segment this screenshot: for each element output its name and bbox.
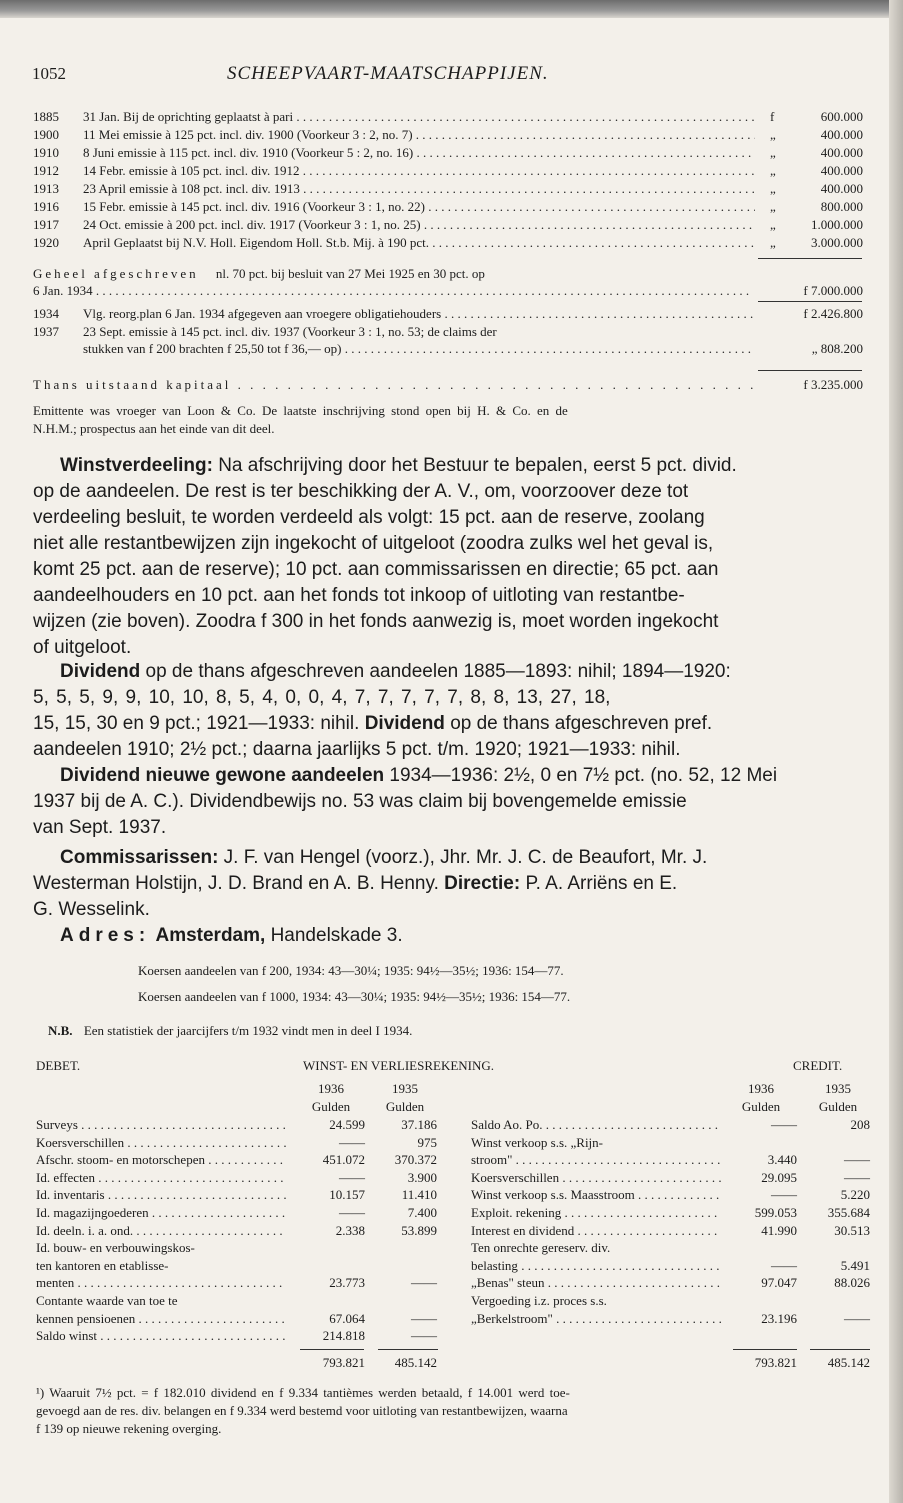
written-off-line1: Geheel afgeschreven nl. 70 pct. bij besluit van 27 Mei 1925 en 30 pct. op — [33, 266, 485, 281]
debit-row-1936: 214.818 — [322, 1328, 365, 1344]
capital-row-year: 1913 — [33, 181, 59, 196]
debit-row-label: Id. deeln. i. a. ond. . . . — [36, 1223, 286, 1239]
capital-row-text: April Geplaatst bij N.V. Holl. Eigendom Holl. St.b. Mij. à 190 pct. . . . — [83, 235, 755, 251]
winstverdeeling-line: komt 25 pct. aan de reserve); 10 pct. aan commissarissen en directie; 65 pct. aan — [33, 559, 719, 580]
total-rule — [810, 1349, 870, 1350]
debit-row-1935: 7.400 — [407, 1205, 437, 1220]
sum-rule — [758, 370, 862, 371]
credit-row-label: Winst verkoop s.s. Maasstroom . . . — [471, 1187, 721, 1203]
capital-row-currency: „ — [770, 235, 776, 250]
capital-row-text: 11 Mei emissie à 125 pct. incl. div. 1900 (Voorkeur 3 : 2, no. 7) . . . — [83, 127, 755, 143]
quotes-200: Koersen aandeelen van f 200, 1934: 43—30¼; 1935: 94½—35½; 1936: 154—77. — [138, 963, 564, 978]
credit-row-1936: —— — [771, 1257, 797, 1273]
winstverdeeling-label: Winstverdeeling: — [60, 455, 213, 476]
winstverdeeling-line: wijzen (zie boven). Zoodra f 300 in het fonds aanwezig is, moet worden ingekocht — [33, 611, 719, 632]
credit-row-1935: 355.684 — [827, 1205, 870, 1220]
credit-row-1936: 3.440 — [767, 1152, 797, 1168]
dividend-line1: Dividend op de thans afgeschreven aandeelen 1885—1893: nihil; 1894—1920: — [60, 661, 731, 682]
credit-unit-1935: Gulden — [818, 1099, 858, 1114]
quotes-1000: Koersen aandeelen van f 1000, 1934: 43—30¼; 1935: 94½—35½; 1936: 154—77. — [138, 989, 571, 1004]
credit-row-1935: 88.026 — [834, 1275, 870, 1291]
debit-row-1936: —— — [339, 1205, 365, 1220]
credit-row-label: Koersverschillen . . . — [471, 1170, 721, 1186]
debit-row-label: Afschr. stoom- en motorschepen . . . — [36, 1152, 286, 1168]
capital-row-year: 1917 — [33, 217, 59, 232]
capital-row-year: 1885 — [33, 109, 59, 124]
capital-row-amount: 600.000 — [820, 109, 863, 124]
credit-row-label: „Benas" steun . . . — [471, 1275, 721, 1291]
board-line1: Commissarissen: J. F. van Hengel (voorz.), Jhr. Mr. J. C. de Beaufort, Mr. J. — [60, 847, 708, 868]
credit-total-1936: 793.821 — [754, 1355, 797, 1370]
credit-row-1936: —— — [771, 1117, 797, 1132]
credit-row-label: Winst verkoop s.s. „Rijn- — [471, 1134, 603, 1150]
winstverdeeling-line: aandeelhouders en 10 pct. aan het fonds tot inkoop of uitloting van restantbe- — [33, 585, 685, 606]
capital-row-currency: „ — [770, 199, 776, 214]
debit-year-1936: 1936 — [318, 1081, 344, 1096]
credit-total-1935: 485.142 — [827, 1355, 870, 1370]
credit-row-1935: —— — [844, 1169, 870, 1185]
capital-row-amount: 1.000.000 — [811, 217, 863, 232]
page-title: SCHEEPVAART-MAATSCHAPPIJEN. — [227, 63, 549, 84]
debit-row-label: ten kantoren en etablisse- — [36, 1257, 169, 1273]
emitter-note-1: Emittente was vroeger van Loon & Co. De laatste inschrijving stond open bij H. & Co. en de — [33, 403, 568, 418]
emission-year: 1937 — [33, 324, 59, 339]
credit-row-1935: 30.513 — [834, 1222, 870, 1238]
debit-unit-1935: Gulden — [385, 1099, 425, 1114]
emitter-note-2: N.H.M.; prospectus aan het einde van dit deel. — [33, 421, 275, 436]
debit-row-label: Surveys . . . — [36, 1117, 286, 1133]
capital-row-amount: 400.000 — [820, 145, 863, 160]
debit-row-1936: 67.064 — [329, 1310, 365, 1326]
debit-row-label: Id. effecten . . . — [36, 1170, 286, 1186]
debit-row-label: Koersverschillen . . . — [36, 1135, 286, 1151]
sum-rule — [758, 301, 862, 302]
capital-row-amount: 400.000 — [820, 181, 863, 196]
capital-row-currency: „ — [770, 145, 776, 160]
capital-row-year: 1916 — [33, 199, 59, 214]
debit-row-1936: 2.338 — [335, 1222, 365, 1238]
debit-year-1935: 1935 — [392, 1081, 418, 1096]
debit-row-1935: —— — [411, 1275, 437, 1291]
debit-row-1936: 23.773 — [329, 1275, 365, 1291]
credit-row-label: stroom" . . . — [471, 1152, 721, 1168]
credit-row-1935: 208 — [850, 1117, 870, 1132]
credit-row-1936: 97.047 — [761, 1275, 797, 1291]
debit-total-1935: 485.142 — [394, 1355, 437, 1370]
capital-row-text: 24 Oct. emissie à 200 pct. incl. div. 1917 (Voorkeur 3 : 1, no. 25) . . . — [83, 217, 755, 233]
credit-row-1935: 5.220 — [840, 1187, 870, 1203]
capital-row-year: 1900 — [33, 127, 59, 142]
capital-row-text: 23 April emissie à 108 pct. incl. div. 1913 . . . — [83, 181, 755, 197]
reorg-amount: f 2.426.800 — [803, 306, 863, 321]
sum-rule — [758, 258, 862, 259]
capital-row-text: 31 Jan. Bij de oprichting geplaatst à pari . . . — [83, 109, 755, 125]
address-line: Adres: Amsterdam, Handelskade 3. — [60, 925, 403, 946]
dividend-line3: 15, 15, 30 en 9 pct.; 1921—1933: nihil. Dividend op de thans afgeschreven pref. — [33, 713, 713, 734]
capital-row-year: 1910 — [33, 145, 59, 160]
credit-row-label: Ten onrechte gereserv. div. — [471, 1240, 611, 1256]
capital-row-text: 15 Febr. emissie à 145 pct. incl. div. 1916 (Voorkeur 3 : 1, no. 22) . . . — [83, 199, 755, 215]
emission-text: 23 Sept. emissie à 145 pct. incl. div. 1937 (Voorkeur 3 : 1, no. 53; de claims der — [83, 324, 497, 339]
board-line2: Westerman Holstijn, J. D. Brand en A. B. Henny. Directie: P. A. Arriëns en E. — [33, 873, 678, 894]
credit-heading: CREDIT. — [793, 1058, 843, 1073]
reorg-year: 1934 — [33, 306, 59, 321]
debit-row-1936: —— — [339, 1169, 365, 1185]
credit-row-1935: —— — [844, 1310, 870, 1326]
capital-row-currency: „ — [770, 181, 776, 196]
debit-row-1935: 37.186 — [401, 1117, 437, 1132]
debit-row-label: menten . . . — [36, 1275, 286, 1291]
pl-title: WINST- EN VERLIESREKENING. — [303, 1058, 495, 1073]
credit-row-label: Exploit. rekening . . . — [471, 1205, 721, 1221]
total-rule — [378, 1349, 438, 1350]
debit-row-label: Saldo winst . . . — [36, 1328, 286, 1344]
written-off-line2: 6 Jan. 1934 . . . — [33, 283, 753, 299]
capital-row-amount: 400.000 — [820, 163, 863, 178]
winstverdeeling-line1: Winstverdeeling: Na afschrijving door het Bestuur te bepalen, eerst 5 pct. divid. — [60, 455, 737, 476]
debit-row-1936: 10.157 — [329, 1187, 365, 1203]
capital-row-year: 1912 — [33, 163, 59, 178]
debit-row-1935: 11.410 — [401, 1187, 437, 1203]
debit-row-1935: 370.372 — [394, 1152, 437, 1168]
dividend-line2: 5, 5, 5, 9, 9, 10, 10, 8, 5, 4, 0, 0, 4, 7, 7, 7, 7, 7, 8, 8, 13, 27, 18, — [33, 687, 611, 708]
credit-year-1936: 1936 — [748, 1081, 774, 1096]
debit-row-1936: —— — [339, 1134, 365, 1150]
emission-text-2: stukken van f 200 brachten f 25,50 tot f 36,— op) . . . — [83, 341, 755, 357]
debit-unit-1936: Gulden — [311, 1099, 351, 1114]
capital-row-amount: 800.000 — [820, 199, 863, 214]
outstanding-capital-amount: f 3.235.000 — [803, 377, 863, 392]
credit-year-1935: 1935 — [825, 1081, 851, 1096]
debit-row-label: Id. magazijngoederen . . . — [36, 1205, 286, 1221]
total-rule — [300, 1349, 364, 1350]
credit-row-label: belasting . . . — [471, 1258, 721, 1274]
dividend-line4: aandeelen 1910; 2½ pct.; daarna jaarlijks 5 pct. t/m. 1920; 1921—1933: nihil. — [33, 739, 681, 760]
credit-row-label: Interest en dividend . . . — [471, 1223, 721, 1239]
credit-row-1936: 29.095 — [761, 1169, 797, 1185]
credit-row-1936: 41.990 — [761, 1222, 797, 1238]
debit-row-1935: 53.899 — [401, 1222, 437, 1238]
reorg-text: Vlg. reorg.plan 6 Jan. 1934 afgegeven aan vroegere obligatiehouders . . . — [83, 306, 755, 322]
total-rule — [733, 1349, 797, 1350]
outstanding-capital-label: Thans uitstaand kapitaal . . . — [33, 377, 755, 393]
dividend-line7: van Sept. 1937. — [33, 817, 167, 838]
debit-row-1935: —— — [411, 1328, 437, 1344]
capital-row-text: 8 Juni emissie à 115 pct. incl. div. 1910 (Voorkeur 5 : 2, no. 16) . . . — [83, 145, 755, 161]
capital-row-amount: 400.000 — [820, 127, 863, 142]
credit-row-label: Vergoeding i.z. proces s.s. — [471, 1293, 607, 1308]
credit-row-1936: —— — [771, 1187, 797, 1203]
debit-row-1935: 975 — [417, 1134, 437, 1150]
debit-row-label: kennen pensioenen . . . — [36, 1311, 286, 1327]
capital-row-amount: 3.000.000 — [811, 235, 863, 250]
debit-row-1936: 24.599 — [329, 1117, 365, 1132]
winstverdeeling-line: of uitgeloot. — [33, 637, 132, 658]
footnote-line1: ¹) Waaruit 7½ pct. = f 182.010 dividend en f 9.334 tantièmes werden betaald, f 14.001 werd toe- — [36, 1385, 570, 1400]
credit-row-1935: —— — [844, 1152, 870, 1168]
footnote-line3: f 139 op nieuwe rekening overging. — [36, 1421, 222, 1436]
capital-row-text: 14 Febr. emissie à 105 pct. incl. div. 1912 . . . — [83, 163, 755, 179]
credit-unit-1936: Gulden — [741, 1099, 781, 1114]
debit-row-1935: 3.900 — [407, 1169, 437, 1185]
footnote-line2: gevoegd aan de res. div. belangen en f 9.334 werd bestemd voor uitloting van restantbewijzen, waarna — [36, 1403, 568, 1418]
capital-row-year: 1920 — [33, 235, 59, 250]
debit-row-1936: 451.072 — [322, 1152, 365, 1168]
board-line3: G. Wesselink. — [33, 899, 150, 920]
winstverdeeling-line: niet alle restantbewijzen zijn ingekocht of uitgeloot (zoodra zulks wel het geval is, — [33, 533, 714, 554]
written-off-amount: f 7.000.000 — [803, 283, 863, 298]
capital-row-currency: „ — [770, 217, 776, 232]
credit-row-1936: 599.053 — [754, 1205, 797, 1220]
emission-amount: „ 808.200 — [811, 341, 863, 356]
debit-row-label: Contante waarde van toe te — [36, 1293, 178, 1308]
winstverdeeling-line: verdeeling besluit, te worden verdeeld als volgt: 15 pct. aan de reserve, zoolang — [33, 507, 705, 528]
page-number: 1052 — [32, 64, 66, 83]
credit-row-1936: 23.196 — [761, 1310, 797, 1326]
capital-row-currency: f — [770, 109, 775, 124]
debit-row-1935: —— — [411, 1310, 437, 1326]
credit-row-1935: 5.491 — [840, 1257, 870, 1273]
winstverdeeling-line: op de aandeelen. De rest is ter beschikking der A. V., om, voorzoover deze tot — [33, 481, 689, 502]
dividend-line5: Dividend nieuwe gewone aandeelen 1934—1936: 2½, 0 en 7½ pct. (no. 52, 12 Mei — [60, 765, 778, 786]
debit-row-label: Id. bouw- en verbouwingskos- — [36, 1240, 195, 1256]
capital-row-currency: „ — [770, 163, 776, 178]
debit-total-1936: 793.821 — [322, 1355, 365, 1370]
nb-note: N.B. Een statistiek der jaarcijfers t/m 1932 vindt men in deel I 1934. — [48, 1023, 413, 1038]
credit-row-label: Saldo Ao. Po. . . . — [471, 1117, 721, 1133]
capital-row-currency: „ — [770, 127, 776, 142]
credit-row-label: „Berkelstroom" . . . — [471, 1311, 721, 1327]
debet-heading: DEBET. — [36, 1058, 81, 1073]
dividend-line6: 1937 bij de A. C.). Dividendbewijs no. 53 was claim bij bovengemelde emissie — [33, 791, 687, 812]
debit-row-label: Id. inventaris . . . — [36, 1187, 286, 1203]
